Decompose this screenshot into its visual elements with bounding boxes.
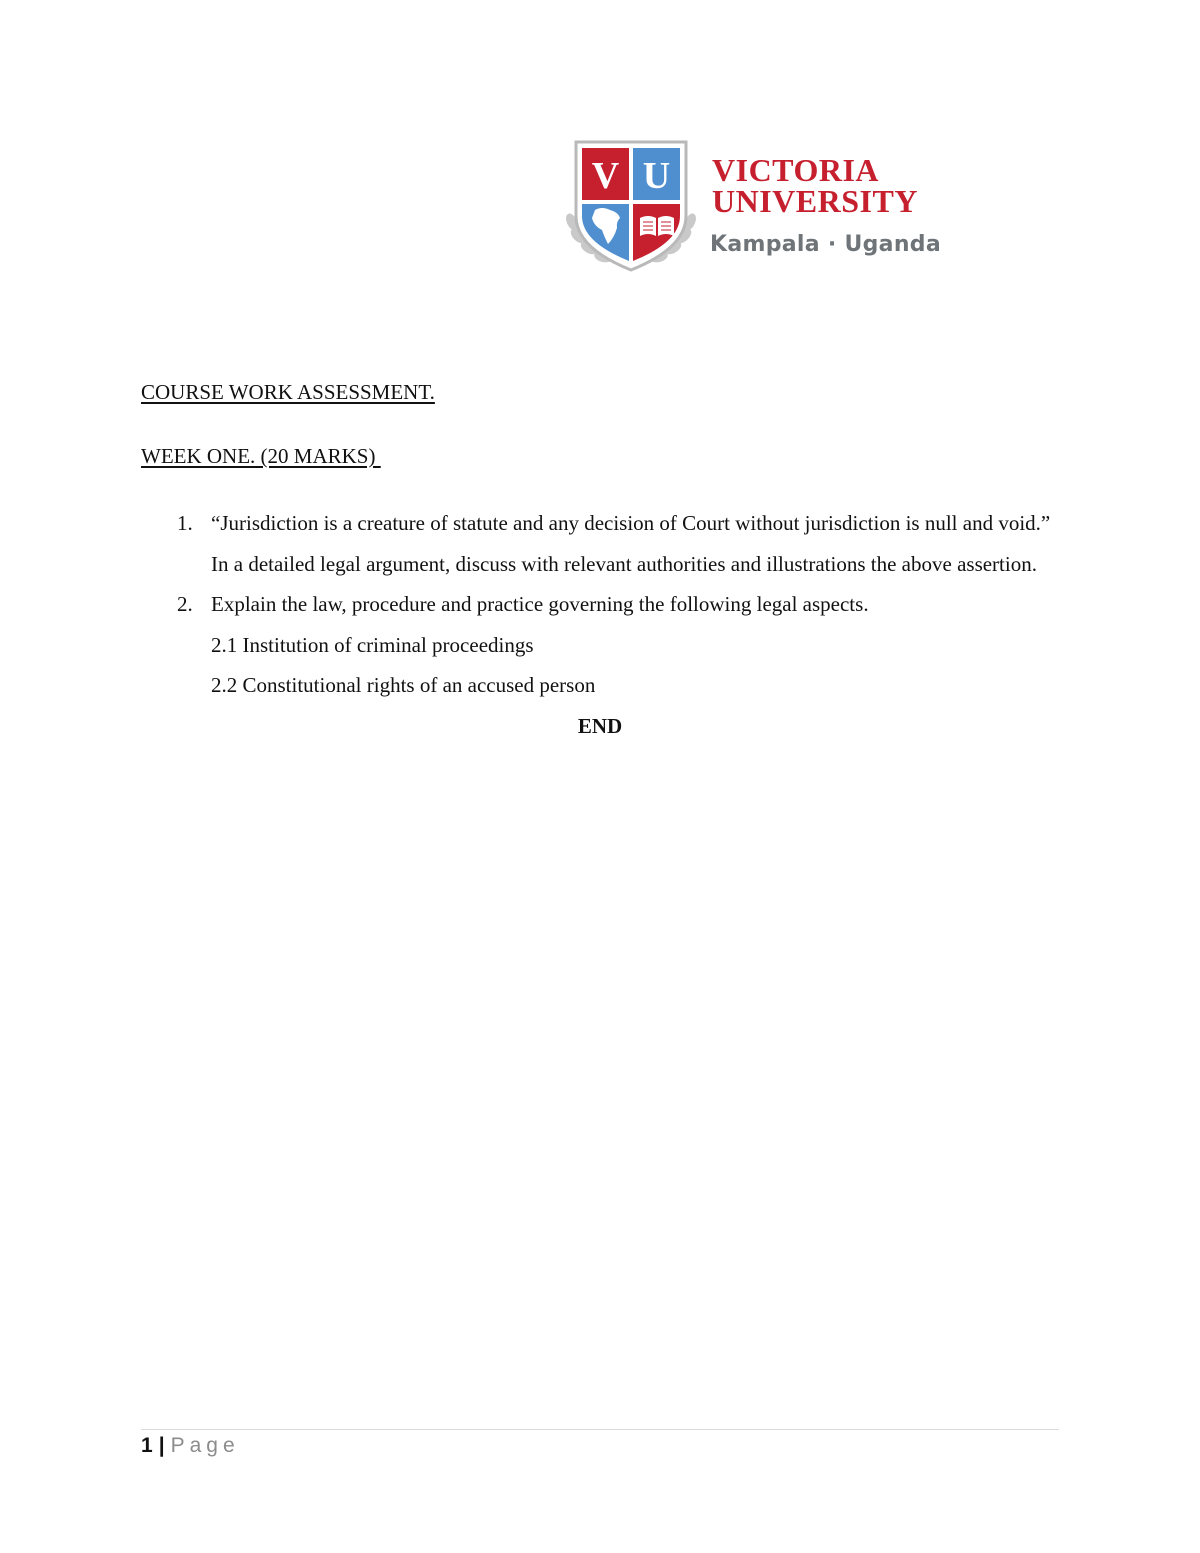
footer-divider: [141, 1429, 1059, 1430]
logo-name-line2: UNIVERSITY: [712, 183, 918, 219]
university-logo: [562, 138, 952, 273]
crest-icon: [562, 138, 702, 273]
crest-letter-v: V: [591, 155, 620, 197]
question-text: “Jurisdiction is a creature of statute and any decision of Court without jurisdiction is null and void.” In a detailed legal argument, discuss with relevant authorities and illustrations the above assertion.: [211, 511, 1051, 576]
document-subheading: WEEK ONE. (20 MARKS): [141, 444, 381, 468]
question-number: 2.: [177, 592, 193, 616]
question-subitem: 2.1 Institution of criminal proceedings: [211, 632, 534, 657]
page-label: Page: [170, 1434, 240, 1457]
logo-name-line1: VICTORIA: [712, 152, 879, 188]
question-list: [141, 503, 1066, 746]
crest-letter-u: U: [642, 155, 671, 197]
end-marker: END: [577, 713, 623, 738]
question-number: 1.: [177, 511, 193, 535]
page-footer: [141, 1432, 240, 1460]
question-item: [141, 503, 1066, 584]
question-text: Explain the law, procedure and practice governing the following legal aspects.: [211, 592, 869, 616]
footer-separator: |: [158, 1434, 165, 1457]
question-subitem: 2.2 Constitutional rights of an accused person: [211, 673, 596, 697]
page-number: 1: [141, 1434, 153, 1457]
question-item: [141, 584, 1066, 625]
document-heading: COURSE WORK ASSESSMENT.: [141, 380, 435, 404]
logo-location: Kampala · Uganda: [710, 232, 941, 257]
